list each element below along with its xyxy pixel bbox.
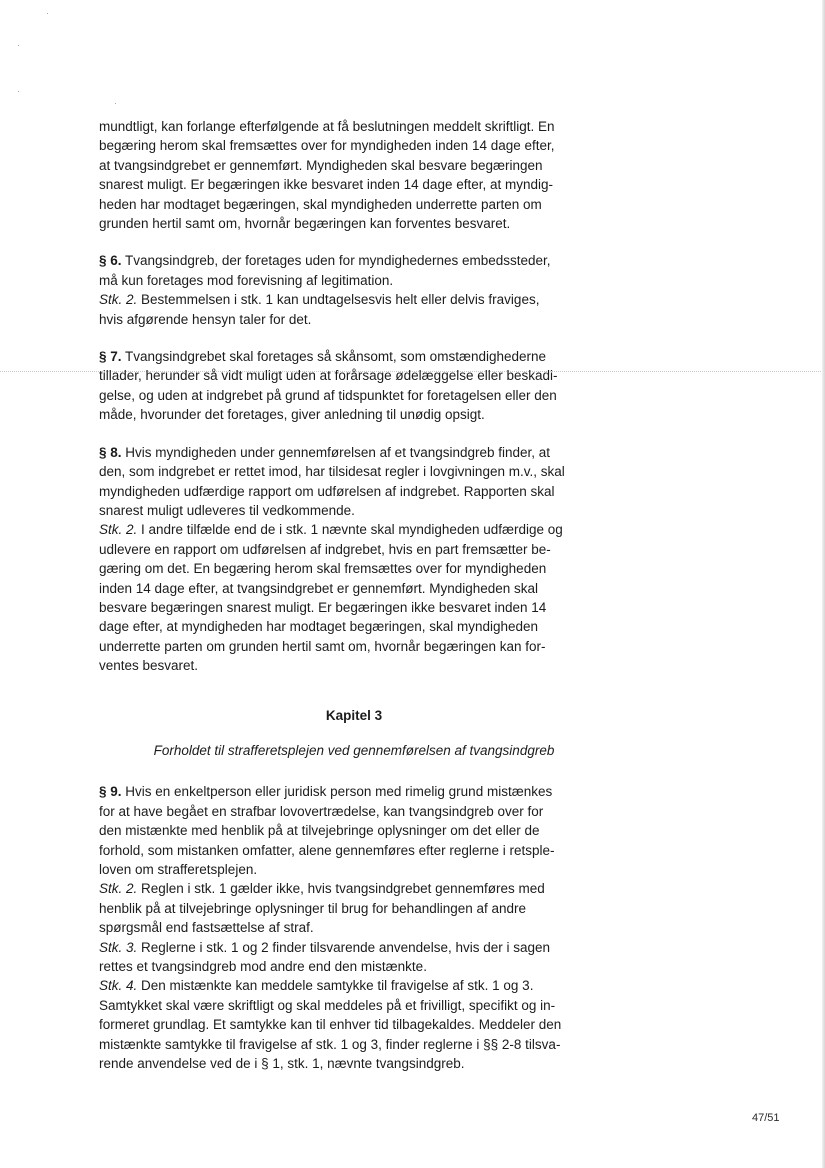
document-body [99, 117, 579, 1073]
text-line: snarest muligt. Er begæringen ikke besvaret inden 14 dage efter, at myndig- [99, 177, 554, 193]
text-line: Den mistænkte kan meddele samtykke til fravigelse af stk. 1 og 3. [137, 978, 534, 994]
section-mark: § 8. [99, 444, 122, 460]
section-mark: § 9. [99, 784, 122, 800]
scan-speck: · [17, 40, 20, 50]
text-line: må kun foretages mod forevisning af legitimation. [99, 272, 394, 288]
section-mark: § 7. [99, 349, 122, 365]
text-line: Hvis myndigheden under gennemførelsen af et tvangsindgreb finder, at [121, 444, 551, 460]
text-line: snarest muligt udleveres til vedkommende. [99, 502, 355, 518]
text-line: Reglen i stk. 1 gælder ikke, hvis tvangsindgrebet gennemføres med [137, 881, 545, 897]
scan-speck: · [114, 98, 117, 108]
text-line: tillader, herunder så vidt muligt uden at forårsage ødelæggelse eller beskadi- [99, 368, 558, 384]
section-7 [99, 347, 579, 425]
stk-label: Stk. 2. [99, 881, 138, 897]
text-line: Hvis en enkeltperson eller juridisk person med rimelig grund mistænkes [121, 784, 553, 800]
text-line: den, som indgrebet er rettet imod, har tilsidesat regler i lovgivningen m.v., skal [99, 464, 565, 480]
section-mark: § 6. [99, 253, 122, 269]
text-line: gæring om det. En begæring herom skal fremsættes over for myndigheden [99, 561, 547, 577]
text-line: underrette parten om grunden hertil samt om, hvornår begæringen kan for- [99, 638, 546, 654]
scan-speck: · [46, 8, 49, 18]
stk-label: Stk. 2. [99, 522, 138, 538]
stk-label: Stk. 3. [99, 939, 138, 955]
text-line: den mistænkte med henblik på at tilvejebringe oplysninger om det eller de [99, 823, 540, 839]
text-line: Reglerne i stk. 1 og 2 finder tilsvarende anvendelse, hvis der i sagen [137, 939, 551, 955]
text-line: hvis afgørende hensyn taler for det. [99, 311, 312, 327]
text-line: inden 14 dage efter, at tvangsindgrebet er gennemført. Myndigheden skal [99, 580, 539, 596]
text-line: myndigheden udfærdige rapport om udførelsen af indgrebet. Rapporten skal [99, 483, 555, 499]
text-line: rettes et tvangsindgreb mod andre end den mistænkte. [99, 959, 427, 975]
text-line: udlevere en rapport om udførelsen af indgrebet, hvis en part fremsætter be- [99, 541, 551, 557]
paragraph-continuation [99, 117, 579, 233]
text-line: dage efter, at myndigheden har modtaget begæringen, skal myndigheden [99, 619, 539, 635]
text-line: gelse, og uden at indgrebet på grund af tidspunktet for foretagelsen eller den [99, 387, 557, 403]
section-9 [99, 782, 579, 1073]
text-line: mundtligt, kan forlange efterfølgende at få beslutningen meddelt skriftligt. En [99, 119, 555, 134]
text-line: besvare begæringen snarest muligt. Er begæringen ikke besvaret inden 14 [99, 599, 547, 615]
text-line: heden har modtaget begæringen, skal myndigheden underrette parten om [99, 196, 542, 212]
text-line: forhold, som mistanken omfatter, alene gennemføres efter reglerne i retsple- [99, 842, 555, 858]
chapter-title: Kapitel 3 [325, 707, 383, 723]
text-line: loven om strafferetsplejen. [99, 862, 258, 877]
text-line: I andre tilfælde end de i stk. 1 nævnte skal myndigheden udfærdige og [137, 522, 563, 538]
stk-label: Stk. 2. [99, 292, 138, 308]
text-line: Tvangsindgreb, der foretages uden for myndighedernes embedssteder, [121, 253, 551, 269]
stk-label: Stk. 4. [99, 978, 138, 994]
text-line: ventes besvaret. [99, 658, 199, 674]
text-line: grunden hertil samt om, hvornår begæringen kan forventes besvaret. [99, 216, 511, 232]
text-line: begæring herom skal fremsættes over for myndigheden inden 14 dage efter, [99, 138, 555, 154]
chapter-subtitle: Forholdet til strafferetsplejen ved gennemførelsen af tvangsindgreb [153, 742, 555, 758]
text-line: for at have begået en strafbar lovovertrædelse, kan tvangsindgreb over for [99, 803, 544, 819]
text-line: spørgsmål end fastsættelse af straf. [99, 920, 314, 936]
section-6 [99, 251, 579, 329]
section-8 [99, 443, 579, 676]
text-line: rende anvendelse ved de i § 1, stk. 1, nævnte tvangsindgreb. [99, 1056, 465, 1072]
text-line: Bestemmelsen i stk. 1 kan undtagelsesvis helt eller delvis fraviges, [137, 292, 540, 308]
page-number: 47/51 [752, 1112, 780, 1124]
text-line: mistænkte samtykke til fravigelse af stk. 1 og 3, finder reglerne i §§ 2-8 tilsva- [99, 1036, 561, 1052]
text-line: måde, hvorunder det foretages, giver anledning til unødig opsigt. [99, 407, 485, 423]
text-line: Tvangsindgrebet skal foretages så skånsomt, som omstændighederne [121, 349, 547, 365]
text-line: formeret grundlag. Et samtykke kan til enhver tid tilbagekaldes. Meddeler den [99, 1017, 562, 1033]
text-line: henblik på at tilvejebringe oplysninger til brug for behandlingen af andre [99, 900, 527, 916]
scan-speck: · [17, 86, 20, 96]
text-line: at tvangsindgrebet er gennemført. Myndigheden skal besvare begæringen [99, 157, 543, 173]
text-line: Samtykket skal være skriftligt og skal meddeles på et frivilligt, specifikt og in- [99, 997, 556, 1013]
